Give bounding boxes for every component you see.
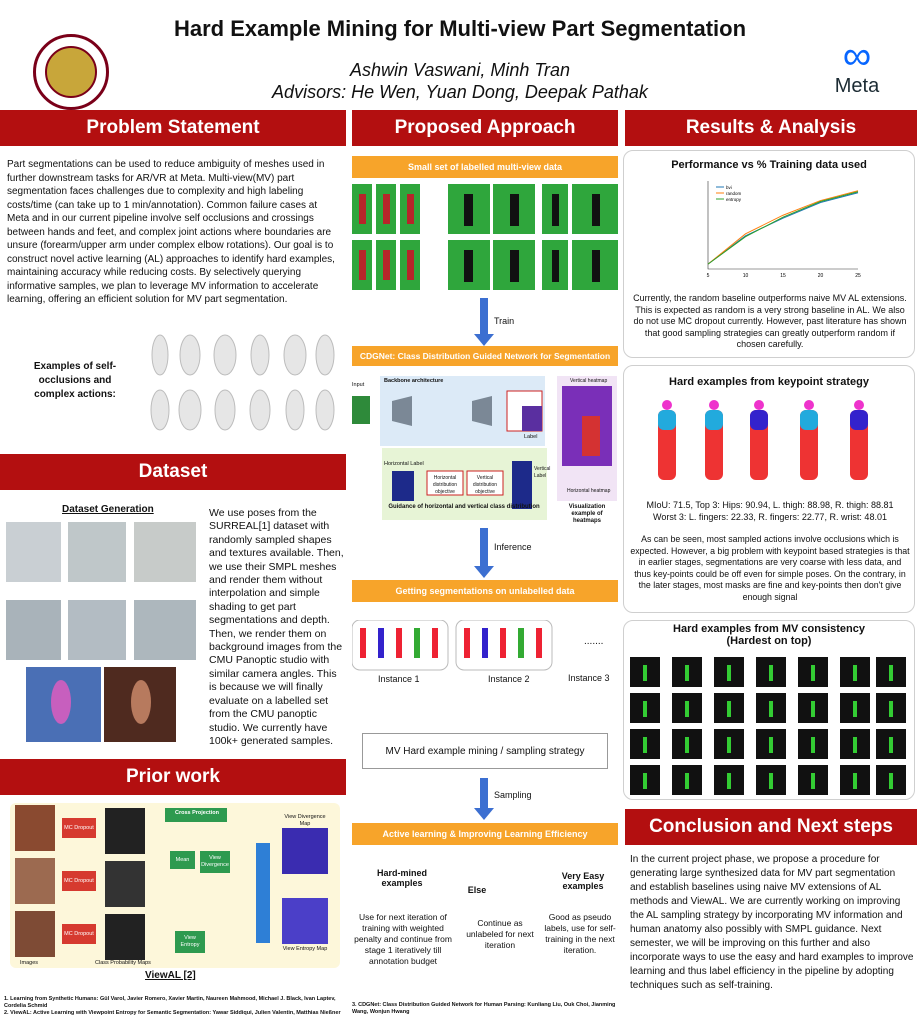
mc-dropout-3: MC Dropout	[64, 931, 94, 937]
hard-mined-title: Hard-mined examples	[376, 868, 427, 888]
chart-x-tick: 10	[742, 273, 749, 279]
performance-text: Currently, the random baseline outperforms naive MV AL extensions. This is expected as random is a very strong baseline in AL. We also do not use MC dropout currently. However, past literature has shown that good sampling strategies can greatly outperform random if chosen carefully.	[633, 293, 907, 349]
cmu-seal-inner	[45, 46, 97, 98]
mv-consistency-panel	[623, 620, 915, 800]
viewal-entropy-map-label: View Entropy Map	[282, 946, 328, 952]
viewal-caption: ViewAL [2]	[145, 970, 196, 981]
poster-authors	[130, 59, 790, 103]
segmentation-instances	[352, 620, 618, 672]
cdgnet-input-label: Input	[352, 382, 365, 388]
sampling-label: Sampling	[494, 790, 532, 800]
meta-logo	[826, 36, 888, 96]
dataset-text: We use poses from the SURREAL[1] dataset with randomly sampled shapes and textures available. Then, we use their SMPL meshes and render them without interpolation and simple shading to get part segmentations and depth. Then, we render them on background images from the CMU Panoptic studio with similar camera angles. This is because we will finally evaluate on a labelled set from the CMU panoptic studio. We currently have 100k+ generated samples.	[209, 507, 344, 747]
step-active-learning: Active learning & Improving Learning Efficiency	[352, 823, 618, 845]
instance-2-label: Instance 2	[488, 674, 530, 684]
viewal-diagram	[10, 803, 340, 968]
instances-ellipsis: .......	[584, 636, 604, 647]
easy-examples-text: Good as pseudo labels, use for self-training in the next iteration.	[544, 912, 616, 955]
chart-x-tick: 25	[855, 273, 861, 279]
train-label: Train	[494, 316, 515, 326]
cdgnet-horizontal-label: Horizontal Label	[384, 461, 424, 467]
cmu-seal-logo	[33, 34, 109, 110]
occlusion-meshes-graphic	[140, 330, 340, 440]
chart-x-tick: 15	[780, 273, 786, 279]
viewal-view-entropy: View Entropy	[180, 935, 200, 948]
step-segmentations: Getting segmentations on unlabelled data	[352, 580, 618, 602]
sampling-strategy-box: MV Hard example mining / sampling strategy	[362, 733, 608, 769]
instance-1-label: Instance 1	[378, 674, 420, 684]
chart-x-tick: 5	[706, 273, 710, 279]
mv-title: Hard examples from MV consistency	[673, 623, 865, 635]
keypoint-metrics	[632, 499, 908, 523]
cdgnet-horizontal-objective: Horizontal distribution objective	[432, 475, 458, 495]
dataset-samples-graphic	[6, 522, 202, 742]
inference-label: Inference	[494, 542, 532, 552]
dataset-subheading: Dataset Generation	[62, 504, 154, 515]
poster-title: Hard Example Mining for Multi-view Part Segmentation	[173, 16, 747, 41]
segmentation-instances-graphic	[352, 620, 618, 672]
sampling-arrow	[480, 778, 488, 810]
chart-x-tick: 20	[817, 273, 824, 279]
keypoint-metrics-top: MIoU: 71.5, Top 3: Hips: 90.94, L. thigh: 88.98, R. thigh: 88.81	[646, 500, 894, 510]
chart-legend-label: bvi	[726, 185, 732, 190]
cdgnet-guidance-caption: Guidance of horizontal and vertical class distribution	[388, 504, 540, 510]
left-references	[4, 996, 344, 1017]
meta-infinity-icon: ∞	[842, 34, 872, 78]
reference-2: 2. ViewAL: Active Learning with Viewpoint Entropy for Semantic Segmentation: Yawar Siddiqui, Julien Valentin, Matthias Nießner	[4, 1010, 341, 1016]
keypoint-panel	[623, 365, 915, 613]
dataset-samples-figure	[6, 522, 202, 742]
else-title: Else	[467, 885, 487, 895]
cdgnet-horizontal-heatmap: Horizontal heatmap	[567, 488, 611, 494]
cdgnet-label: Label	[524, 434, 538, 440]
chart-series-line-entropy	[708, 192, 858, 264]
hard-mined-text: Use for next iteration of training with weighted penalty and continue from stage 1 iteratively till annotation budget	[354, 912, 452, 966]
problem-heading: Problem Statement	[0, 110, 346, 146]
viewal-mean: Mean	[175, 857, 190, 863]
occlusion-examples-figure	[140, 330, 340, 440]
mv-subtitle: (Hardest on top)	[726, 635, 812, 647]
authors-line: Ashwin Vaswani, Minh Tran	[349, 60, 571, 80]
performance-panel	[623, 150, 915, 358]
mc-dropout-2: MC Dropout	[64, 878, 94, 884]
conclusion-text: In the current project phase, we propose a procedure for generating large synthesized data for MV part segmentation and establish baselines using naive MV extensions of AL methods and ViewAL. We are currently working on improving the AL sampling strategy by incorporating MV information and human anatomy also possibly with SMPL guidance. Next semester, we will be improving on this further and also incorporate ways to use the easy and hard examples to improve learning and thus label efficiency in the pipeline by adopting techniques such as self-training.	[630, 854, 914, 991]
keypoint-text: As can be seen, most sampled actions involve occlusions which is expected. However, a big problem with keypoint based strategies is that in earlier stages, segmentations are very coarse with less data, and thus key-points could be off even for simple poses. On the contrary, in the later stages, most masks are fine and key-points then don't give enough signal	[630, 534, 910, 602]
train-arrow	[480, 298, 488, 336]
viewal-images-label: Images	[20, 960, 39, 966]
labelled-data-graphic	[352, 184, 618, 292]
keypoint-metrics-worst: Worst 3: L. fingers: 22.33, R. fingers: 22.77, R. wrist: 48.01	[653, 512, 887, 522]
prior-heading: Prior work	[0, 759, 346, 795]
step-labelled-data: Small set of labelled multi-view data	[352, 156, 618, 178]
chart-legend-label: random	[726, 191, 742, 196]
examples-label: Examples of self-occlusions and complex actions:	[33, 361, 117, 400]
keypoint-figures	[640, 400, 900, 485]
chart-series-line-bvi	[708, 193, 858, 264]
results-heading: Results & Analysis	[625, 110, 917, 146]
problem-text: Part segmentations can be used to reduce ambiguity of meshes used in further downstream tasks for AR/VR at Meta. Multi-view(MV) part segmentation faces challenges due to complexity and high labeling costs/time (can take up to 1 min/annotation). Common failure cases at Meta and in our current pipeline involve self occlusions and crossings between hands and feet, and complex joint actions where boundaries are unsure (forearm/upper arm under complex elbow rotations). Our goal is to construct novel active learning (AL) approaches to identify hard examples, maintaining accuracy while reducing costs. By selectively querying informative samples, we plan to leverage MV information to accelerate learning, offering an efficient solution for MV part segmentation.	[7, 159, 335, 305]
mc-dropout-1: MC Dropout	[64, 825, 94, 831]
cdgnet-vertical-label: Vertical Label	[534, 466, 551, 479]
dataset-heading: Dataset	[0, 454, 346, 490]
cdgnet-vertical-objective: Vertical distribution objective	[472, 475, 498, 495]
step-cdgnet: CDGNet: Class Distribution Guided Network for Segmentation	[352, 346, 618, 366]
performance-chart	[684, 175, 864, 285]
meta-wordmark: Meta	[834, 75, 880, 97]
performance-title: Performance vs % Training data used	[671, 159, 867, 171]
instance-3-label: Instance 3	[568, 673, 610, 683]
labelled-data-images	[352, 184, 618, 292]
cdgnet-visualization-caption: Visualization example of heatmaps	[568, 504, 606, 524]
viewal-class-prob-label: Class Probability Maps	[95, 960, 151, 966]
viewal-divergence-map-label: View Divergence Map	[284, 814, 326, 827]
reference-1: 1. Learning from Synthetic Humans: Gül Varol, Javier Romero, Xavier Martin, Naureen Mahmood, Michael J. Black, Ivan Laptev, Cordelia Schmid	[4, 996, 336, 1009]
poster-header	[0, 0, 917, 108]
cdgnet-vertical-heatmap: Vertical heatmap	[570, 378, 608, 384]
else-text: Continue as unlabeled for next iteration	[466, 918, 534, 950]
chart-legend-label: entropy	[726, 197, 742, 202]
cdgnet-backbone-label: Backbone architecture	[384, 378, 444, 384]
approach-reference: 3. CDGNet: Class Distribution Guided Network for Human Parsing: Kunliang Liu, Ouk Choi, Jianming Wang, Wonjun Hwang	[352, 1002, 616, 1015]
viewal-cross-projection: Cross Projection	[174, 810, 219, 816]
easy-examples-title: Very Easy examples	[561, 871, 605, 891]
approach-heading: Proposed Approach	[352, 110, 618, 146]
mv-examples-grid	[630, 657, 906, 797]
cdgnet-diagram	[352, 376, 618, 526]
keypoint-title: Hard examples from keypoint strategy	[669, 376, 869, 388]
advisors-line: Advisors: He Wen, Yuan Dong, Deepak Pathak	[272, 82, 648, 102]
viewal-view-divergence: View Divergence	[201, 855, 229, 868]
inference-arrow	[480, 528, 488, 568]
conclusion-heading: Conclusion and Next steps	[625, 809, 917, 845]
